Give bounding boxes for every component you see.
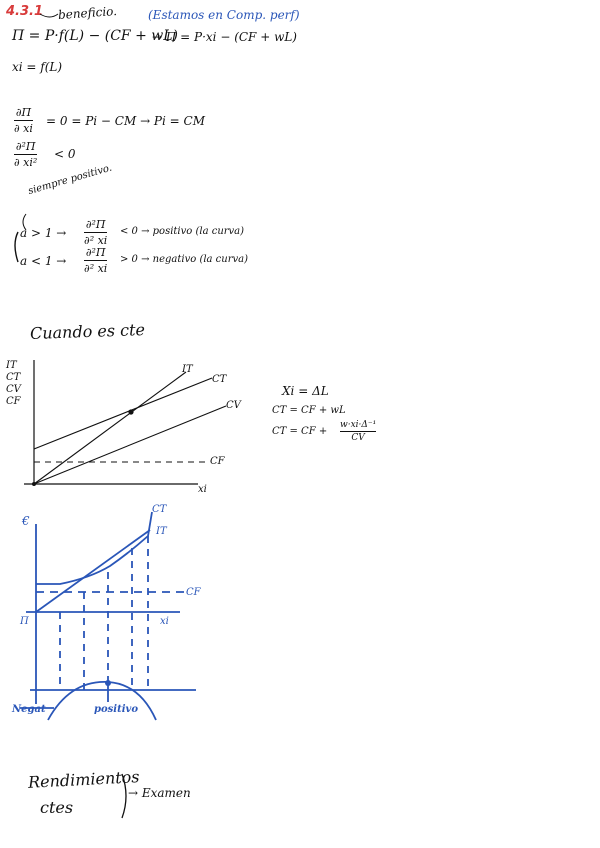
graph1-ct-line — [34, 378, 212, 449]
benefit-pointer — [40, 14, 58, 17]
production-function: xi = f(L) — [12, 60, 63, 74]
profit-equation: Π = P·f(L) − (CF + wL) — [12, 28, 179, 44]
case1-condition: a > 1 → — [20, 226, 67, 240]
formula-xi: Xi = ΔL — [282, 384, 329, 398]
graph2-it-label: IT — [156, 526, 167, 537]
formula-ct-denominator: CV — [351, 433, 365, 443]
line-it-label: IT — [182, 364, 193, 375]
footer-arrow-exam: → Examen — [128, 786, 191, 800]
line-cf-label: CF — [210, 456, 225, 467]
soc-numerator: ∂²Π — [15, 140, 36, 153]
graph2-ct-label: CT — [152, 504, 167, 515]
foc-rest: = 0 = Pi − CM → Pi = CM — [46, 114, 205, 128]
graph2-it-line — [36, 530, 150, 612]
always-positive-note: siempre positivo. — [26, 162, 114, 197]
case2-result: > 0 → negativo (la curva) — [120, 254, 249, 265]
profit-equation-rhs: → Π = P·xi − (CF + wL) — [152, 30, 297, 44]
case2-numerator: ∂²Π — [85, 246, 106, 259]
y-label-ct: CT — [6, 372, 21, 383]
graph1-origin — [32, 482, 36, 486]
graph1-x-label: xi — [198, 484, 207, 495]
formula-ct-numerator: w·xi·Δ⁻¹ — [340, 420, 377, 430]
graph2-negative-label: Negat — [12, 704, 46, 715]
foc-denominator: ∂ xi — [14, 122, 33, 135]
soc-rest: < 0 — [54, 147, 76, 161]
graph1-title: Cuando es cte — [29, 319, 146, 344]
benefit-label: beneficio. — [57, 3, 118, 23]
soc-denominator: ∂ xi² — [14, 156, 38, 169]
case2-condition: a < 1 → — [20, 254, 67, 268]
section-number: 4.3.1 — [6, 4, 44, 19]
case1-denominator: ∂² xi — [84, 234, 108, 247]
graph2-profit-curve — [48, 682, 156, 720]
y-label-it: IT — [6, 360, 17, 371]
graph2-y-label: € — [22, 514, 30, 528]
formula-ct-2: CT = CF + — [272, 426, 328, 437]
y-label-cf: CF — [6, 396, 21, 407]
case1-numerator: ∂²Π — [85, 218, 106, 231]
graph1-intersection-point — [128, 409, 133, 414]
header-note: (Estamos en Comp. perf) — [148, 8, 300, 22]
graph2-max-point — [105, 680, 111, 686]
case1-result: < 0 → positivo (la curva) — [120, 226, 245, 237]
formula-ct: CT = CF + wL — [272, 405, 346, 416]
footer-brace — [122, 774, 126, 818]
footer-line2: ctes — [40, 798, 74, 817]
annotation-arrow — [23, 214, 26, 230]
graph2-x-label: xi — [160, 616, 169, 627]
graph1-it-line — [34, 372, 186, 484]
graph2-ct-curve — [36, 512, 152, 584]
foc-numerator: ∂Π — [15, 106, 32, 119]
y-label-cv: CV — [6, 384, 21, 395]
cases-brace — [15, 232, 18, 262]
footer-line1: Rendimientos — [27, 767, 140, 792]
graph1-axes — [24, 360, 198, 484]
line-cv-label: CV — [226, 400, 241, 411]
line-ct-label: CT — [212, 374, 227, 385]
graph2-positive-label: positivo — [94, 704, 138, 715]
case2-denominator: ∂² xi — [84, 262, 108, 275]
graph1-cv-line — [34, 406, 226, 484]
graph2-origin-label: Π — [20, 616, 29, 627]
graph2-cf-label: CF — [186, 587, 201, 598]
